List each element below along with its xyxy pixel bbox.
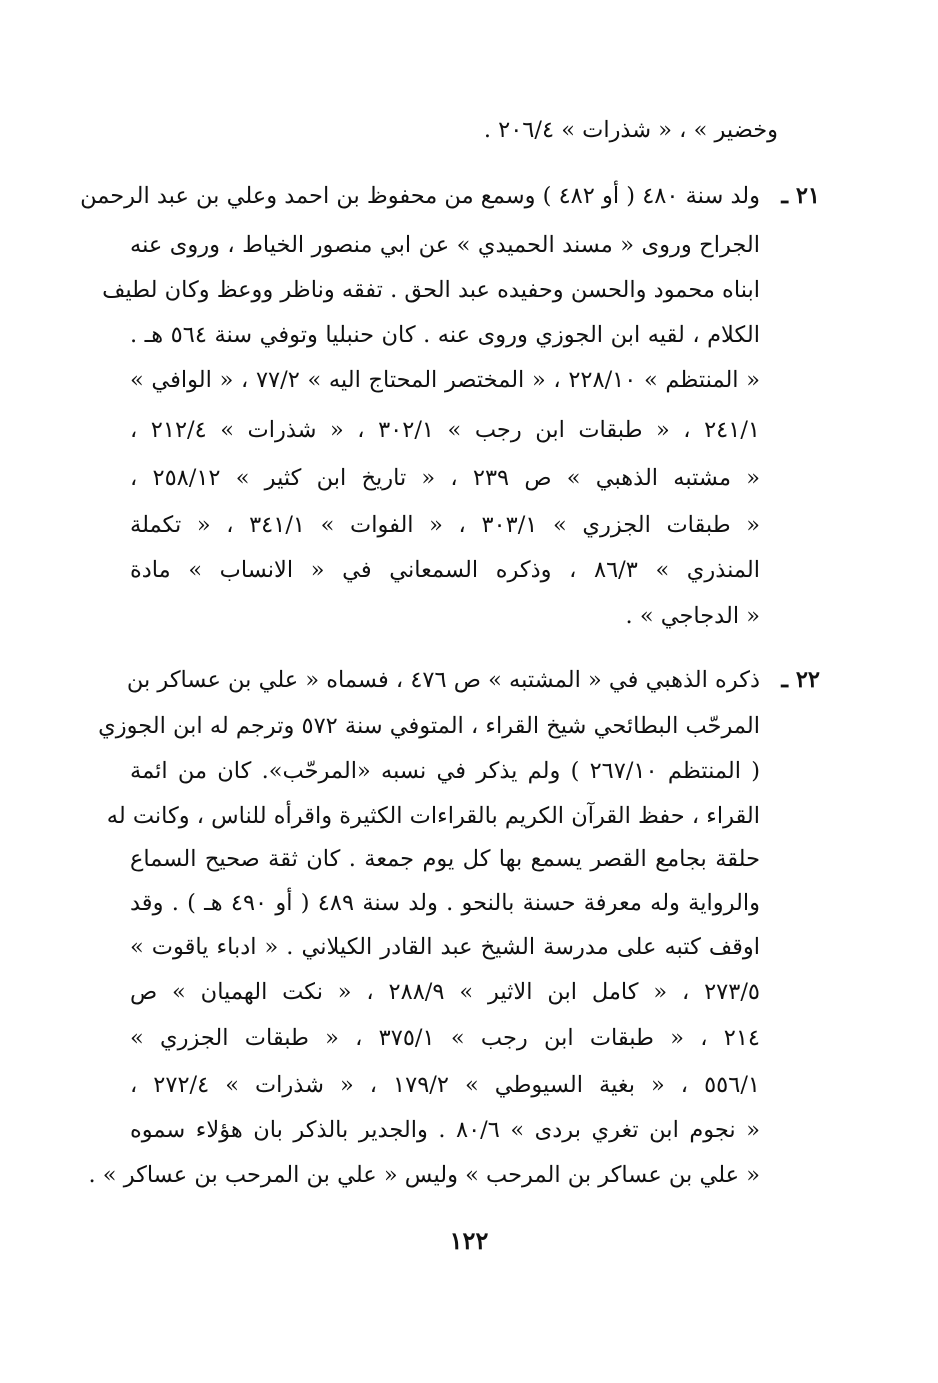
top-fragment-line: وخضير » ، « شذرات » ٢٠٦/٤ . (483, 117, 778, 143)
entry-21-line-4: الكلام ، لقيه ابن الجوزي وروى عنه . كان حنبليا وتوفي سنة ٥٦٤ هـ . (130, 322, 760, 348)
page-number: ١٢٢ (449, 1226, 489, 1255)
entry-21-line-2: الجراح وروى « مسند الحميدي » عن ابي منصور الخياط ، وروى عنه (130, 232, 760, 258)
entry-21-line-1: ولد سنة ٤٨٠ ( أو ٤٨٢ ) وسمع من محفوظ بن احمد وعلي بن عبد الرحمن (80, 183, 760, 209)
entry-21-line-5: « المنتظم » ٢٢٨/١٠ ، « المختصر المحتاج اليه » ٧٧/٢ ، « الوافي » (130, 367, 760, 393)
entry-22-line-11: « نجوم ابن تغري بردى » ٨٠/٦ . والجدير بالذكر بان هؤلاء سموه (130, 1117, 760, 1143)
entry-22-line-7: اوقف كتبه على مدرسة الشيخ عبد القادر الكيلاني . « ادباء ياقوت » (130, 934, 760, 960)
entry-22-line-6: والرواية وله معرفة حسنة بالنحو . ولد سنة ٤٨٩ ( أو ٤٩٠ هـ ) . وقد (130, 890, 760, 916)
entry-number-22: ٢٢ ـ (781, 667, 820, 693)
entry-21-line-3: ابناه محمود والحسن وحفيده عبد الحق . تفقه وناظر ووعظ وكان لطيف (102, 277, 760, 303)
entry-21-line-8: « طبقات الجزري » ٣٠٣/١ ، « الفوات » ٣٤١/١ ، « تكملة (130, 512, 760, 538)
entry-22-line-5: حلقة بجامع القصر يسمع بها كل يوم جمعة . كان ثقة صحيح السماع (130, 846, 760, 872)
entry-22-line-9: ٢١٤ ، « طبقات ابن رجب » ٣٧٥/١ ، « طبقات الجزري » (130, 1025, 760, 1051)
entry-21-line-9: المنذري » ٨٦/٣ ، وذكره السمعاني في « الانساب » مادة (130, 557, 761, 583)
entry-22-line-3: ( المنتظم ٢٦٧/١٠ ) ولم يذكر في نسبه «المرحّب». كان من ائمة (130, 758, 760, 784)
entry-22-line-4: القراء ، حفظ القرآن الكريم بالقراءات الكثيرة واقرأه للناس ، وكانت له (106, 803, 760, 829)
entry-22-line-12: « علي بن عساكر بن المرحب » وليس « علي بن المرحب بن عساكر » . (88, 1162, 760, 1188)
entry-21-line-6: ٢٤١/١ ، « طبقات ابن رجب » ٣٠٢/١ ، « شذرات » ٢١٢/٤ ، (130, 417, 761, 443)
entry-21-line-10: « الدجاجي » . (625, 603, 760, 629)
entry-22-line-1: ذكره الذهبي في « المشتبه » ص ٤٧٦ ، فسماه « علي بن عساكر بن (126, 667, 760, 693)
entry-22-line-2: المرحّب البطائحي شيخ القراء ، المتوفي سنة ٥٧٢ وترجم له ابن الجوزي (98, 713, 760, 739)
entry-22-line-8: ٢٧٣/٥ ، « كامل ابن الاثير » ٢٨٨/٩ ، « نكت الهميان » ص (130, 979, 760, 1005)
entry-21-line-7: « مشتبه الذهبي » ص ٢٣٩ ، « تاريخ ابن كثير » ٢٥٨/١٢ ، (130, 465, 761, 491)
entry-number-21: ٢١ ـ (781, 183, 820, 209)
entry-22-line-10: ٥٥٦/١ ، « بغية السيوطي » ١٧٩/٢ ، « شذرات » ٢٧٢/٤ ، (130, 1072, 760, 1098)
